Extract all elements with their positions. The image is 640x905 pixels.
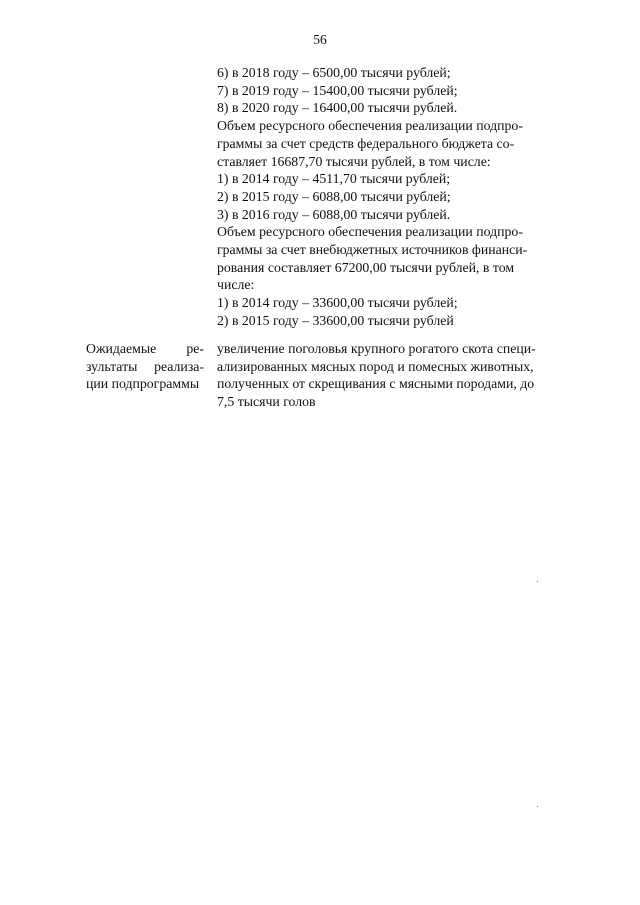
extrabudget-intro-line: числе: [217,277,255,293]
federal-intro-line: Объем ресурсного обеспечения реализации подпро- [217,118,523,134]
extrabudget-line-2014: 1) в 2014 году – 33600,00 тысячи рублей; [217,295,458,311]
funding-line-2018: 6) в 2018 году – 6500,00 тысячи рублей; [217,65,451,80]
page-number: 56 [313,32,327,47]
federal-line-2016: 3) в 2016 году – 6088,00 тысячи рублей. [217,206,451,222]
results-value-line: ализированных мясных пород и помесных животных, [217,358,534,374]
results-label [86,340,204,393]
results-label-line: Ожидаемые ре- [86,341,204,356]
results-label-line: зультаты реализа- [86,358,204,374]
funding-line-2020: 8) в 2020 году – 16400,00 тысячи рублей. [217,100,458,116]
federal-intro-line: ставляет 16687,70 тысячи рублей, в том числе: [217,153,491,169]
scan-speck [537,581,538,582]
extrabudget-intro-line: Объем ресурсного обеспечения реализации подпро- [217,224,523,240]
results-value-line: полученных от скрещивания с мясными породами, до [217,376,535,392]
results-label-line: ции подпрограммы [86,376,200,392]
extrabudget-intro-line: рования составляет 67200,00 тысячи рублей, в том [217,259,515,275]
federal-line-2014: 1) в 2014 году – 4511,70 тысячи рублей; [217,171,451,187]
federal-intro-line: граммы за счет средств федерального бюджета со- [217,135,515,151]
scan-speck [537,806,538,807]
funding-line-2019: 7) в 2019 году – 15400,00 тысячи рублей; [217,82,458,98]
funding-section [217,64,567,330]
results-value-line: 7,5 тысячи голов [217,394,316,410]
extrabudget-intro-line: граммы за счет внебюджетных источников финанси- [217,242,528,258]
extrabudget-line-2015: 2) в 2015 году – 33600,00 тысячи рублей [217,312,454,328]
federal-line-2015: 2) в 2015 году – 6088,00 тысячи рублей; [217,188,451,204]
results-value [217,340,567,411]
results-value-line: увеличение поголовья крупного рогатого скота специ- [217,341,536,356]
